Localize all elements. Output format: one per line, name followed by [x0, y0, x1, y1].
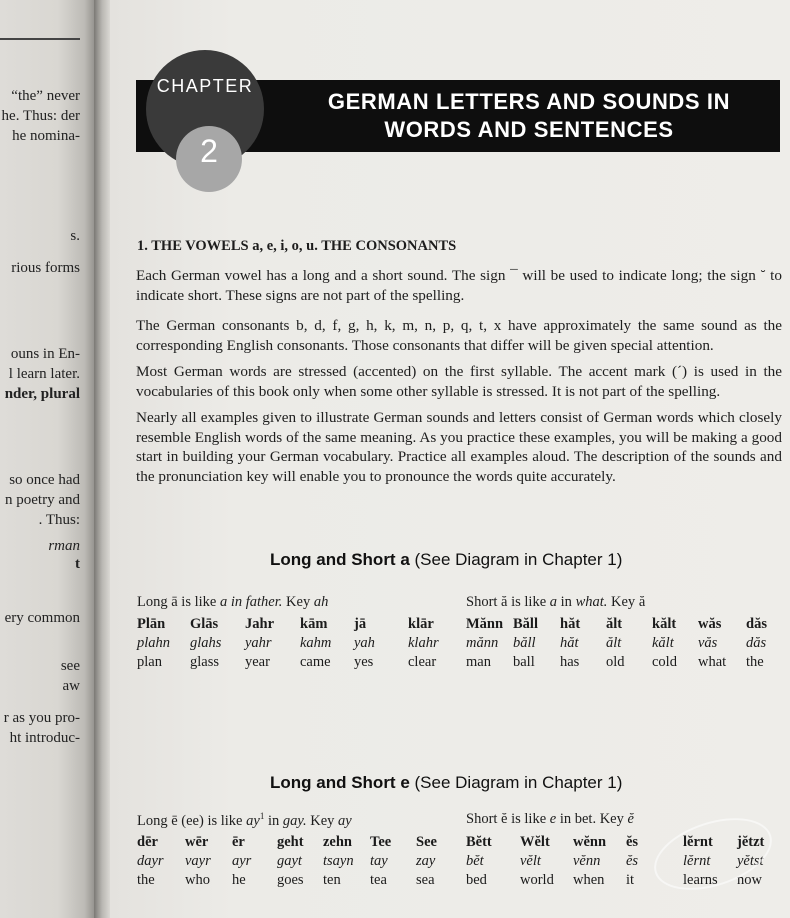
intro-example: gay. — [282, 812, 307, 829]
word-german: Bĕtt — [466, 834, 492, 850]
word-pron: plahn — [137, 635, 171, 651]
left-text-line: nder, plural — [4, 386, 80, 402]
word-english: he — [232, 872, 246, 888]
word-german: ălt — [606, 616, 623, 632]
word-german: lĕrnt — [683, 834, 713, 850]
intro-text: Key — [607, 594, 639, 610]
long-a-description — [137, 594, 328, 611]
word-german: wăs — [698, 616, 722, 632]
word-german: Tee — [370, 834, 392, 850]
word-german: klār — [408, 616, 434, 632]
word-pron: dăs — [746, 635, 767, 651]
left-text-line: see — [60, 658, 80, 674]
word-pron: ayr — [232, 853, 252, 869]
word-english: came — [300, 654, 331, 670]
left-text-line: ouns in En- — [10, 346, 80, 362]
word-german: zehn — [323, 834, 352, 850]
word-pron: tay — [370, 853, 388, 869]
word-german: Băll — [513, 616, 538, 632]
word-german: Jahr — [245, 616, 274, 632]
intro-key: ă — [638, 594, 646, 610]
word-english: cold — [652, 654, 677, 670]
intro-example: a — [549, 594, 558, 610]
word-english: the — [137, 872, 155, 888]
word-pron: hăt — [560, 635, 579, 651]
chapter-number: 2 — [200, 133, 218, 169]
word-pron: glahs — [190, 635, 222, 651]
word-german: See — [416, 834, 437, 850]
vowel-a-heading-rest: (See Diagram in Chapter 1) — [414, 550, 623, 569]
left-text-line: . Thus: — [38, 512, 80, 528]
intro-text: Key — [282, 594, 314, 610]
left-text-line: r as you pro- — [3, 710, 80, 726]
word-english: yes — [354, 654, 374, 670]
word-german: geht — [277, 834, 304, 850]
word-pron: kălt — [652, 635, 674, 651]
word-pron: ĕs — [626, 853, 639, 869]
left-text-line: s. — [70, 228, 80, 244]
page-rule — [0, 38, 80, 40]
chapter-label: CHAPTER — [156, 76, 254, 96]
left-text-line: ery common — [4, 610, 80, 626]
word-german: Glās — [190, 616, 219, 632]
left-text-line: “the” never — [11, 88, 80, 104]
word-pron: ălt — [606, 635, 622, 651]
paragraph: The German consonants b, d, f, g, h, k, m, n, p, q, t, x have approximately the same sound as the corresponding English consonants. Those consonants that differ will be given special attention. — [136, 317, 782, 354]
word-german: wēr — [185, 834, 209, 850]
word-english: world — [520, 872, 554, 888]
chapter-title-line: GERMAN LETTERS AND SOUNDS IN — [327, 89, 731, 114]
long-e-description — [137, 811, 352, 830]
word-pron: dayr — [137, 853, 164, 869]
word-german: wĕnn — [573, 834, 607, 850]
left-text-line: aw — [62, 678, 80, 694]
paragraph: Most German words are stressed (accented) on the first syllable. The accent mark (´) is used in the vocabularies of this book only when some other syllable is stressed. It is not part of the spelling. — [136, 363, 782, 400]
word-pron: gayt — [277, 853, 302, 869]
intro-example: e — [549, 811, 557, 827]
word-english: bed — [466, 872, 487, 888]
footnote-marker: 1 — [259, 811, 265, 821]
intro-text: in — [557, 594, 576, 610]
intro-example: what. — [575, 594, 608, 610]
word-english: old — [606, 654, 625, 670]
facing-page-left — [0, 0, 96, 918]
intro-key: ah — [313, 594, 329, 610]
section-heading: 1. THE VOWELS a, e, i, o, u. THE CONSONANTS — [137, 238, 457, 254]
intro-text: Short ĕ is like — [466, 811, 550, 827]
word-pron: zay — [416, 853, 436, 869]
word-pron: băll — [513, 635, 536, 651]
word-pron: tsayn — [323, 853, 354, 869]
word-pron: vayr — [185, 853, 211, 869]
word-pron: mănn — [466, 635, 499, 651]
left-text-line: ht introduc- — [9, 730, 80, 746]
word-pron: bĕt — [466, 853, 484, 869]
chapter-title-line: WORDS AND SENTENCES — [384, 117, 674, 142]
left-text-line: rman — [48, 538, 80, 554]
chapter-title — [292, 88, 766, 144]
word-german: Plān — [137, 616, 166, 632]
word-english: sea — [416, 872, 435, 888]
word-english: glass — [190, 654, 219, 670]
word-english: year — [245, 654, 270, 670]
intro-key: ĕ — [627, 811, 634, 827]
left-text-line: so once had — [9, 472, 80, 488]
left-text-line: rious forms — [11, 260, 80, 276]
vowel-a-heading-bold: Long and Short a — [270, 550, 410, 569]
word-english: ten — [323, 872, 341, 888]
word-english: who — [185, 872, 210, 888]
word-english: what — [698, 654, 727, 670]
intro-text: in — [264, 812, 283, 829]
word-english: has — [560, 654, 580, 670]
word-pron: vĕnn — [573, 853, 601, 869]
left-text-line: t — [75, 556, 80, 572]
vowel-e-heading-bold: Long and Short e — [270, 773, 410, 792]
word-pron: klahr — [408, 635, 439, 651]
intro-text: Long ā is like — [137, 594, 220, 610]
word-english: clear — [408, 654, 437, 670]
word-pron: yahr — [245, 635, 272, 651]
short-e-description — [466, 811, 634, 828]
paragraph: Each German vowel has a long and a short sound. The sign ¯ will be used to indicate long; the sign ˘ to indicate short. These signs are not part of the spelling. — [136, 267, 782, 304]
word-english: learns — [683, 872, 718, 888]
word-german: jā — [354, 616, 367, 632]
left-text-line: he. Thus: der — [1, 108, 80, 124]
word-german: kām — [300, 616, 328, 632]
word-german: Wĕlt — [520, 834, 550, 850]
word-german: dēr — [137, 834, 158, 850]
word-english: plan — [137, 654, 162, 670]
vowel-a-heading — [270, 550, 622, 570]
intro-key: ay — [338, 812, 352, 829]
word-german: jĕtzt — [737, 834, 765, 850]
vowel-e-heading-rest: (See Diagram in Chapter 1) — [414, 773, 623, 792]
left-text-line: l learn later. — [8, 366, 80, 382]
word-german: ĕs — [626, 834, 639, 850]
word-pron: lĕrnt — [683, 853, 711, 869]
word-german: dăs — [746, 616, 767, 632]
word-english: goes — [277, 872, 304, 888]
word-pron: kahm — [300, 635, 332, 651]
vowel-e-heading — [270, 773, 622, 793]
intro-text: Short ă is like — [466, 594, 550, 610]
word-pron: văs — [698, 635, 718, 651]
word-english: ball — [513, 654, 535, 670]
intro-example: a in father. — [219, 594, 283, 610]
word-pron: vĕlt — [520, 853, 541, 869]
word-pron: yah — [354, 635, 375, 651]
paragraph: Nearly all examples given to illustrate German sounds and letters consist of German words which closely resemble English words of the same meaning. As you practice these examples, you will be making a good start in building your German vocabulary. Practice all examples aloud. The description of the sounds and the pronunciation key will enable you to pronounce the words quite accurately. — [136, 409, 782, 485]
intro-example: ay — [246, 812, 260, 829]
intro-text: Long ē (ee) is like — [137, 812, 247, 829]
word-german: ēr — [232, 834, 245, 850]
short-a-description — [466, 594, 645, 611]
word-pron: yĕtst — [737, 853, 764, 869]
word-english: the — [746, 654, 764, 670]
word-english: now — [737, 872, 762, 888]
word-english: man — [466, 654, 491, 670]
left-text-line: he nomina- — [12, 128, 80, 144]
word-english: tea — [370, 872, 387, 888]
word-german: kălt — [652, 616, 677, 632]
word-english: when — [573, 872, 605, 888]
left-text-line: n poetry and — [5, 492, 80, 508]
word-german: Mănn — [466, 616, 504, 632]
intro-text: in bet. Key — [556, 811, 628, 827]
intro-text: Key — [306, 812, 339, 829]
word-english: it — [626, 872, 635, 888]
word-german: hăt — [560, 616, 581, 632]
